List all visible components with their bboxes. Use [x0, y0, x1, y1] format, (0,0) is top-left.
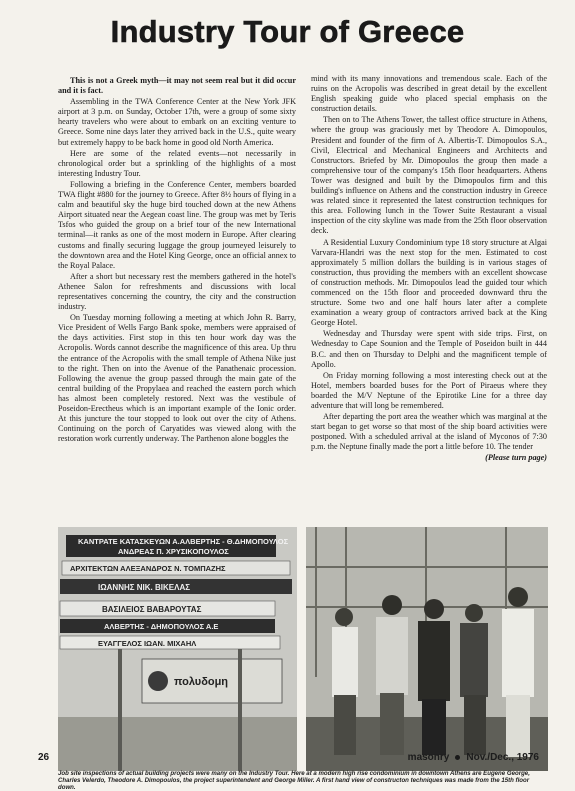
group-photo — [306, 527, 548, 771]
body-paragraph: Following a briefing in the Conference Center, members boarded TWA flight #880 for the journey to Greece. After 8½ hours of flying in a calm and beautiful sky the huge bird touched down at the new Athens Airport situated near the Aegean coast line. The group was met by Teris Tsfos who guided the group on a brief tour of the new International terminal—it ranks as one of the most modern in Europe. After clearing customs and finally securing luggage the group journeyed leisurely to the downtown area and the Hotel King George, once an official annex to the Royal Palace. — [58, 179, 296, 270]
lead-paragraph: This is not a Greek myth—it may not seem real but it did occur and it is fact. — [58, 76, 296, 96]
body-paragraph: Here are some of the related events—not necessarily in chronological order but a sprinkling of the highlights of a most interesting Industry Tour. — [58, 148, 296, 178]
photo-caption: Job site inspections of actual building projects were many on the Industry Tour. Here at a modern high rise condominium in downtown Athens are Eugene George, Charles Velerdo, Theodore A. Dimopoulos, the project superintendent and George Miller. A first hand view of constructon techniques was made from the 15th floor down. — [58, 770, 530, 791]
publication-name: masonry — [407, 752, 450, 763]
sign-text: πολυδομη — [174, 676, 229, 688]
sign-text: ΑΝΔΡΕΑΣ Π. ΧΡΥΣΙΚΟΠΟΥΛΟΣ — [118, 547, 229, 556]
continued-note: (Please turn page) — [485, 453, 547, 463]
signboard-photo — [58, 527, 297, 771]
sign-text: ΕΥΑΓΓΕΛΟΣ ΙΩΑΝ. ΜΙΧΑΗΛ — [98, 639, 197, 648]
body-paragraph: A Residential Luxury Condominium type 18 story structure at Algai Varvara-Hlandri was the next stop for the men. Estimated to cost approximately 5 million dollars the building is in various stages of construction, thus providing the members with an excellent showcase of construction methods. Mr. Dimopoulos lead the guided tour which commenced on the 15th floor and proceeded downward thru the structure. Some two and one half hours later after a complete examination a weary group of contractors arrived back at the King George Hotel. — [311, 237, 547, 328]
sign-text: ΒΑΣΙΛΕΙΟΣ ΒΑΒΑΡΟΥΤΑΣ — [102, 605, 202, 614]
group-photo-graphic — [306, 527, 548, 771]
body-paragraph: On Friday morning following a most interesting check out at the Hotel, members boarded buses for the Port of Piraeus where they boarded the M/V Neptune of the Epirotike Line for a three day adventure that will long be remembered. — [311, 370, 547, 410]
publication-footer — [408, 752, 539, 763]
page-number: 26 — [38, 752, 50, 763]
sign-text: ΙΩΑΝΝΗΣ ΝΙΚ. ΒΙΚΕΛΑΣ — [98, 583, 191, 592]
sign-text: ΑΡΧΙΤΕΚΤΩΝ ΑΛΕΞΑΝΔΡΟΣ Ν. ΤΟΜΠΑΖΗΣ — [70, 564, 226, 573]
body-paragraph: After a short but necessary rest the members gathered in the hotel's Athenee Salon for refreshments and discussions with local representatives concerning the country, the city and the construction industry. — [58, 271, 296, 312]
right-column — [311, 74, 547, 512]
body-paragraph: After departing the port area the weather which was marginal at the start began to get worse so that most of the ship board activities were postponed. With a scheduled arrival at the island of Myconos of 7:30 p.m. the Neptune finally made the port a little before 10. The tender — [311, 412, 547, 452]
sign-text: ΑΛΒΕΡΤΗΣ - ΔΗΜΟΠΟΥΛΟΣ Α.Ε — [104, 622, 219, 631]
body-paragraph: Then on to The Athens Tower, the tallest office structure in Athens, where the group was graciously met by Theodore A. Dimopoulos, President and founder of the firm of A. Albertis-T. Dimopoulos S.A., Civil, Electrical and Mechanical Engineers and Architects and Constructors. Briefed by Mr. Dimopoulos the group then made a comprehensive tour of the company's 15th floor headquarters. Athens Tower was designed and built by the Dimopoulos firm and this building's influence on Athens and the construction industry in Greece was related since it represented the latest construction techniques for this area. Following lunch in the Tower Suite Restaurant a visual inspection of the city skyline was made from the 25th floor observation deck. — [311, 115, 547, 236]
bullet-icon — [455, 755, 460, 760]
body-paragraph: Wednesday and Thursday were spent with side trips. First, on Wednesday to Cape Sounion and the Temple of Poseidon built in 444 B.C. and then on Thursday to Delphi and the magnificent temple of Apollo. — [311, 329, 547, 369]
signboard-photo-graphic — [58, 527, 297, 771]
article-title: Industry Tour of Greece — [110, 14, 465, 49]
sign-text: ΚΑΝΤΡΑΤΕ ΚΑΤΑΣΚΕΥΩΝ Α.ΑΛΒΕΡΤΗΣ - Θ.ΔΗΜΟΠΟΥΛΟΣ — [78, 537, 289, 546]
issue-date: Nov./Dec., 1976 — [466, 752, 539, 763]
body-paragraph: mind with its many innovations and tremendous scale. Each of the ruins on the Acropolis was described in great detail by the excellent English speaking guide who placed special emphasis on the construction details. — [311, 74, 547, 114]
left-column — [58, 76, 296, 514]
body-paragraph: On Tuesday morning following a meeting at which John R. Barry, Vice President of Wells Fargo Bank spoke, members were appraised of the days activities. First stop in this ten hour work day was the Acropolis. Words cannot describe the magnificence of this area. Up thru the entrance of the Acropolis with the small temple of Athena Nike just to the right. Then on into the Avenue of the Panathenaic procession. Following the avenue the group passed through the main gate of the central building of the Propylaea and reached the eastern porch which has almost been completely restored. Next was the vestibule of Poseidon-Erectheus which is an important example of the Ionic order. At this juncture the tour stopped to look out over the city of Athens. Continuing on the porch of Caryatides was viewed along with the restoration work currently underway. The Parthenon alone boggles the — [58, 313, 296, 444]
body-paragraph: Assembling in the TWA Conference Center at the New York JFK airport at 3 p.m. on Sunday, October 17th, were a group of some sixty hearty travelers who were about to embark on an exciting venture to Greece. Some nine days later they arrived back in the U.S., quite weary but extremely happy to be back home in good old North America. — [58, 97, 296, 147]
